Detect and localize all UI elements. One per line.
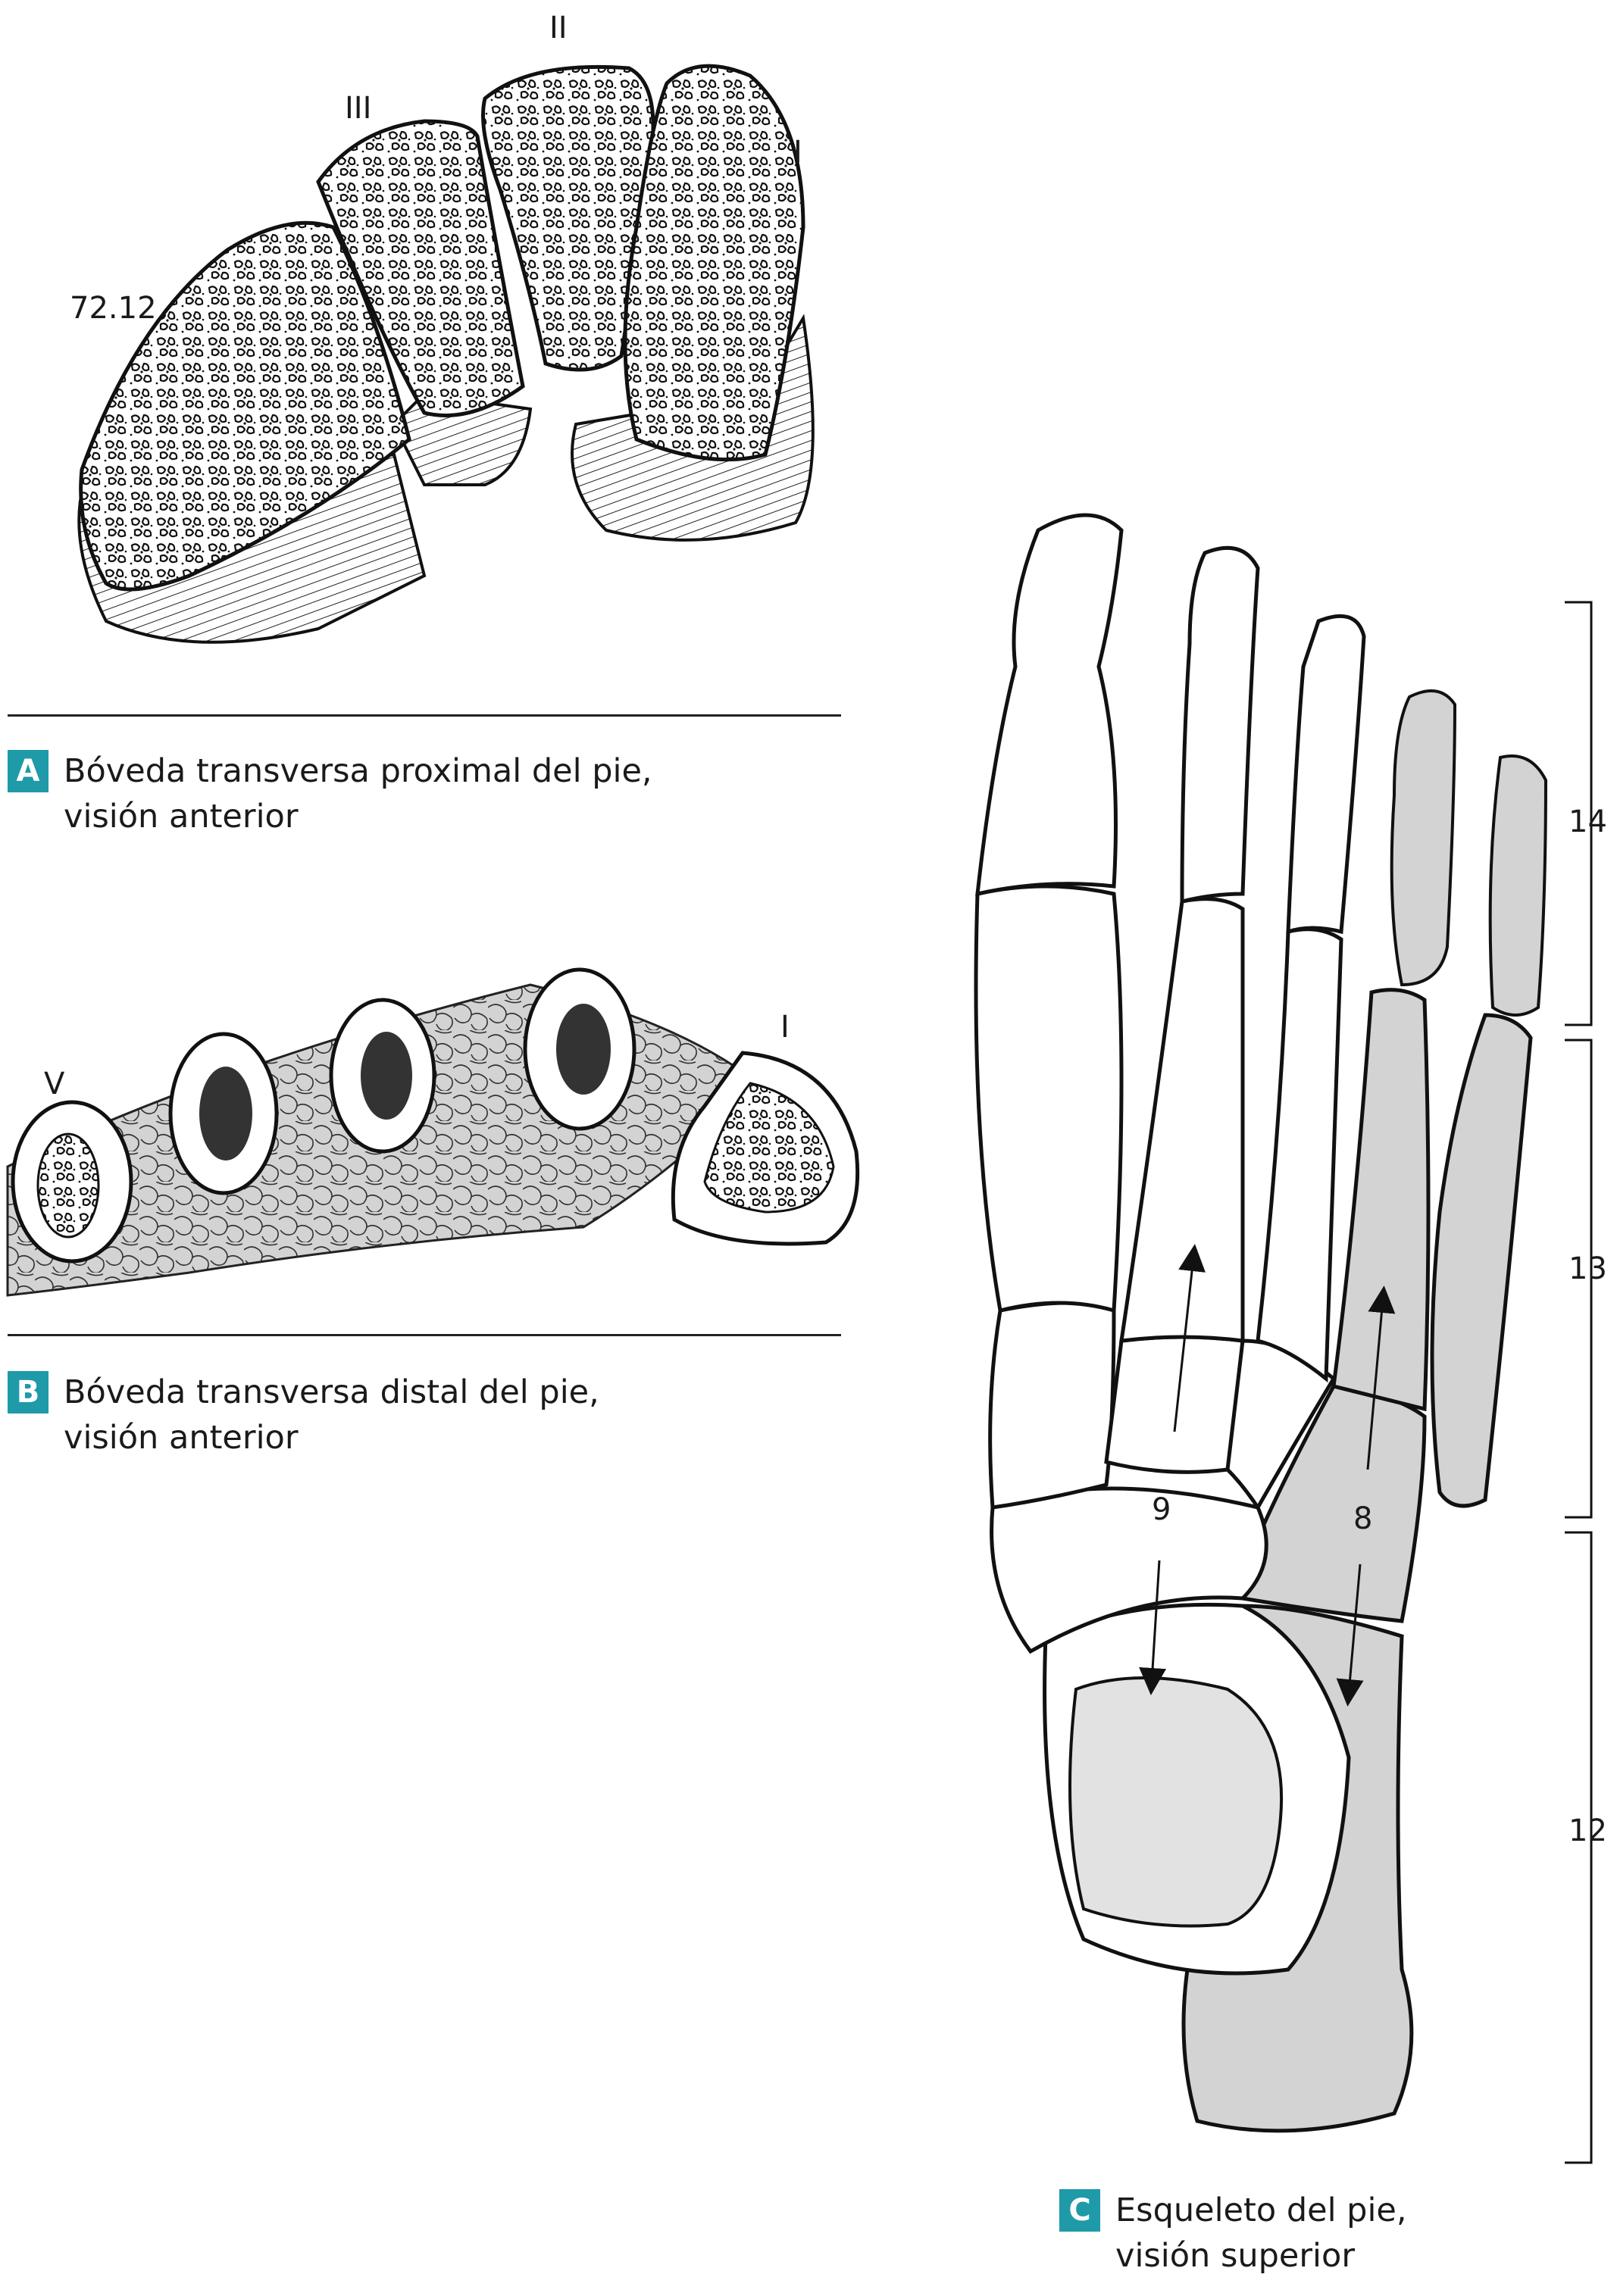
caption-b-line1: Bóveda transversa distal del pie, [64, 1373, 599, 1411]
toe-IV [1392, 691, 1455, 985]
metatarsal-III [1258, 929, 1341, 1379]
caption-c [1059, 2188, 1407, 2279]
label-bone-III-a: III [345, 91, 372, 126]
hallux [977, 515, 1121, 894]
figure-b-distal-arch [8, 970, 858, 1295]
metatarsal-head-V [13, 1102, 131, 1261]
label-arrow-8: 8 [1353, 1501, 1373, 1536]
medial-cuneiform [990, 1303, 1114, 1507]
toe-III [1288, 616, 1364, 932]
label-bracket-12: 12 [1569, 1813, 1607, 1848]
caption-c-line2: visión superior [1115, 2237, 1355, 2275]
caption-a [8, 748, 652, 839]
caption-c-badge: C [1059, 2189, 1100, 2232]
toe-V [1490, 756, 1546, 1015]
caption-b [8, 1370, 599, 1460]
figure-a-proximal-arch [79, 66, 813, 642]
label-bone-I-b: I [780, 1010, 790, 1045]
label-bone-II-a: II [549, 11, 568, 45]
metatarsal-head-IV [170, 1034, 277, 1193]
caption-a-badge: A [8, 750, 48, 792]
divider-a [8, 714, 841, 717]
metatarsal-II [1121, 899, 1243, 1341]
toe-II [1182, 548, 1258, 901]
caption-b-line2: visión anterior [64, 1419, 299, 1457]
caption-c-line1: Esqueleto del pie, [1115, 2191, 1407, 2229]
caption-a-line2: visión anterior [64, 798, 299, 836]
label-bone-I-a: I [793, 135, 802, 170]
metatarsal-head-III [331, 1000, 434, 1151]
metatarsal-V [1432, 1015, 1531, 1506]
label-bracket-13: 13 [1569, 1251, 1607, 1286]
intermediate-cuneiform [1106, 1337, 1243, 1472]
metatarsal-IV [1334, 990, 1428, 1409]
figure-c-foot-skeleton [976, 515, 1591, 2163]
talus-trochlea [1070, 1678, 1281, 1926]
metatarsal-I [976, 886, 1121, 1310]
label-bone-V-b: V [44, 1067, 65, 1101]
metatarsal-head-II [525, 970, 634, 1129]
label-arrow-9: 9 [1152, 1492, 1171, 1527]
divider-b [8, 1334, 841, 1336]
label-bracket-14: 14 [1569, 804, 1607, 839]
label-72-12: 72.12 [70, 291, 157, 326]
caption-b-badge: B [8, 1371, 48, 1414]
caption-a-line1: Bóveda transversa proximal del pie, [64, 752, 652, 790]
